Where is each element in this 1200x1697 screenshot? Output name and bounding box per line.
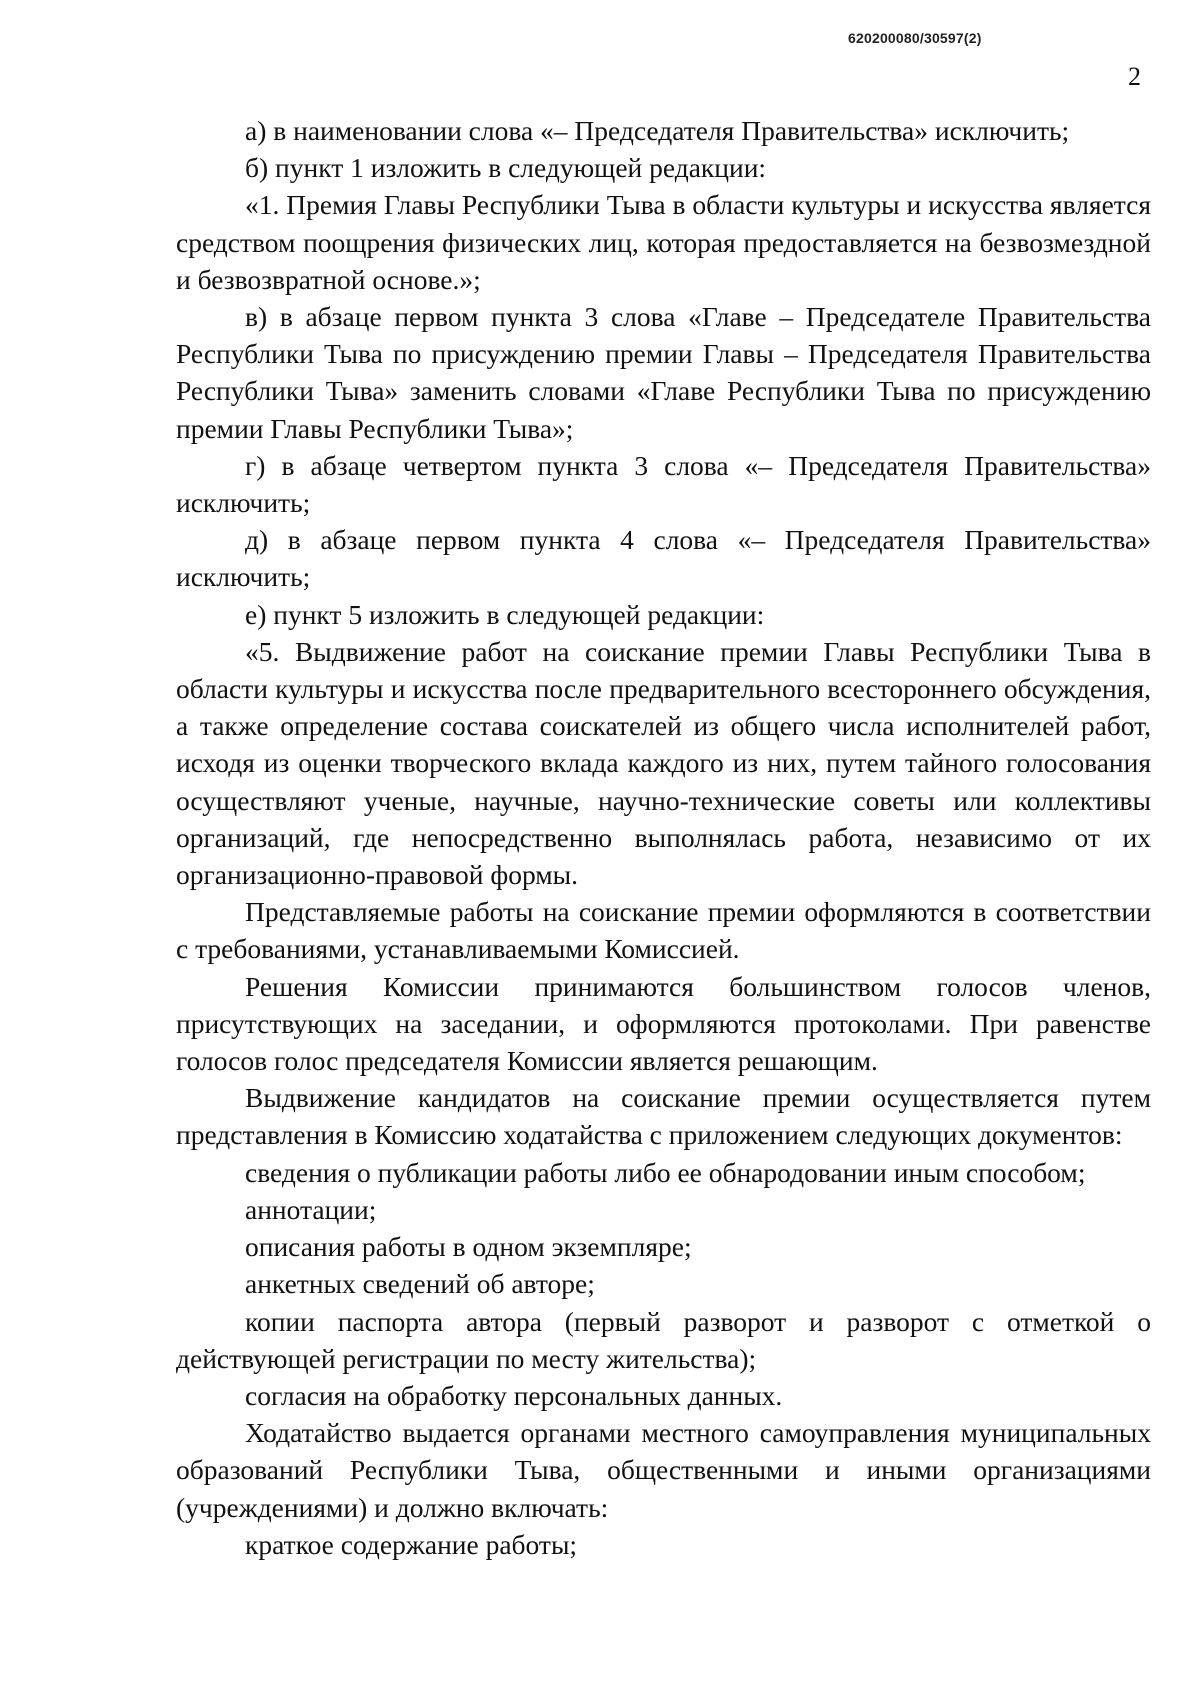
paragraph-petition: Ходатайство выдается органами местного самоуправления муниципальных образований Республики Тыва, общественными и иными организациями (учреждениями) и должно включать:: [176, 1417, 1151, 1523]
list-item-work-summary: краткое содержание работы;: [245, 1528, 578, 1560]
paragraph-v: в) в абзаце первом пункта 3 слова «Главе – Председателе Правительства Республики Тыва по присуждению премии Главы – Председателя Правительства Республики Тыва» заменить словами «Главе Республики Тыва по присуждению премии Главы Республики Тыва»;: [176, 301, 1151, 444]
paragraph-b: б) пункт 1 изложить в следующей редакции:: [245, 152, 767, 184]
paragraph-d: д) в абзаце первом пункта 4 слова «– Председателя Правительства» исключить;: [176, 524, 1151, 593]
paragraph-a: а) в наименовании слова «– Председателя Правительства» исключить;: [245, 115, 1070, 146]
paragraph-quote-5: «5. Выдвижение работ на соискание премии Главы Республики Тыва в области культуры и искусства после предварительного всестороннего обсуждения, а также определение состава соискателей из общего числа исполнителей работ, исходя из оценки творческого вклада каждого из них, путем тайного голосования осуществляют ученые, научные, научно-технические советы или коллективы организаций, где непосредственно выполнялась работа, независимо от их организационно-правовой формы.: [176, 635, 1151, 891]
list-item-publication-info: сведения о публикации работы либо ее обнародовании иным способом;: [245, 1156, 1086, 1188]
document-body: [176, 112, 1151, 1563]
paragraph-works-format: Представляемые работы на соискание премии оформляются в соответствии с требованиями, устанавливаемыми Комиссией.: [176, 896, 1151, 965]
page-number: 2: [1128, 62, 1141, 91]
document-registration-number: 620200080/30597(2): [848, 30, 982, 46]
list-item-author-profile: анкетных сведений об авторе;: [245, 1268, 595, 1300]
paragraph-quote-1: «1. Премия Главы Республики Тыва в области культуры и искусства является средством поощрения физических лиц, которая предоставляется на безвозмездной и безвозвратной основе.»;: [176, 189, 1151, 295]
paragraph-g: г) в абзаце четвертом пункта 3 слова «– Председателя Правительства» исключить;: [176, 449, 1151, 519]
list-item-data-consent: согласия на обработку персональных данных.: [245, 1379, 783, 1411]
paragraph-commission-decisions: Решения Комиссии принимаются большинством голосов членов, присутствующих на заседании, и оформляются протоколами. При равенстве голосов голос председателя Комиссии является решающим.: [176, 970, 1151, 1077]
list-item-passport-copy: копии паспорта автора (первый разворот и разворот с отметкой о действующей регистрации по месту жительства);: [176, 1305, 1151, 1374]
list-item-work-description: описания работы в одном экземпляре;: [245, 1231, 692, 1263]
list-item-annotations: аннотации;: [245, 1193, 377, 1225]
paragraph-nomination: Выдвижение кандидатов на соискание премии осуществляется путем представления в Комиссию ходатайства с приложением следующих документов:: [176, 1082, 1151, 1151]
paragraph-e: е) пункт 5 изложить в следующей редакции:: [245, 598, 765, 630]
